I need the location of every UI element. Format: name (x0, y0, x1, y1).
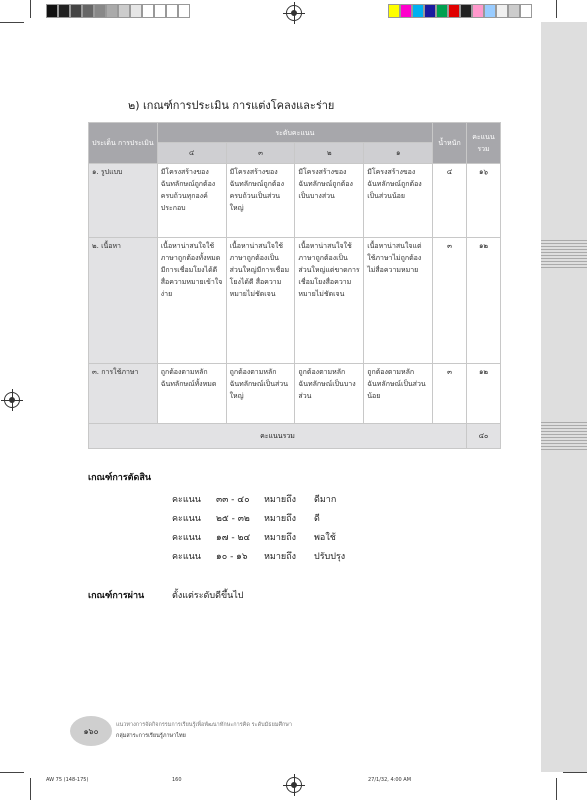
level-cell: มีโครงสร้างของฉันทลักษณ์ถูกต้องครบถ้วนเป็นส่วนใหญ่ (226, 164, 295, 238)
score-range: ๒๕ - ๓๒ (216, 514, 250, 524)
crop-mark (30, 0, 31, 18)
grayscale-bar (46, 4, 190, 18)
level-cell: เนื้อหาน่าสนใจใช้ภาษาถูกต้องเป็นส่วนใหญ่แต่ขาดการเชื่อมโยงสื่อความหมายไม่ชัดเจน (295, 238, 364, 364)
side-tab (541, 22, 587, 772)
registration-mark-icon (4, 392, 20, 408)
crop-mark (556, 0, 557, 18)
criterion-cell: ๑. รูปแบบ (89, 164, 158, 238)
passing-value: ตั้งแต่ระดับดีขึ้นไป (172, 591, 244, 601)
criterion-cell: ๒. เนื้อหา (89, 238, 158, 364)
level-cell: ถูกต้องตามหลักฉันทลักษณ์เป็นส่วนใหญ่ (226, 364, 295, 424)
crop-mark (563, 772, 587, 773)
score-grade: ดี (314, 514, 320, 524)
level-4: ๔ (157, 143, 226, 164)
level-cell: ถูกต้องตามหลักฉันทลักษณ์ทั้งหมด (157, 364, 226, 424)
score-label: คะแนน (172, 495, 201, 505)
level-cell: มีโครงสร้างของฉันทลักษณ์ถูกต้องเป็นบางส่วน (295, 164, 364, 238)
level-cell: ถูกต้องตามหลักฉันทลักษณ์เป็นส่วนน้อย (364, 364, 433, 424)
level-cell: เนื้อหาน่าสนใจใช้ภาษาถูกต้องทั้งหมด มีการเชื่อมโยงได้ดีสื่อความหมายเข้าใจง่าย (157, 238, 226, 364)
level-2: ๒ (295, 143, 364, 164)
score-means: หมายถึง (264, 514, 297, 524)
score-means: หมายถึง (264, 533, 297, 543)
score-label: คะแนน (172, 533, 201, 543)
crop-mark (0, 22, 24, 23)
header-weight: น้ำหนัก (433, 123, 467, 164)
score-range: ๑๐ - ๑๖ (216, 552, 248, 562)
table-row (89, 364, 501, 424)
score-grade: ดีมาก (314, 495, 337, 505)
level-1: ๑ (364, 143, 433, 164)
crop-mark (0, 772, 24, 773)
criterion-cell: ๓. การใช้ภาษา (89, 364, 158, 424)
level-cell: เนื้อหาน่าสนใจใช้ภาษาถูกต้องเป็นส่วนใหญ่มีการเชื่อมโยงได้ดี สื่อความหมายไม่ชัดเจน (226, 238, 295, 364)
level-cell: มีโครงสร้างของฉันทลักษณ์ถูกต้องครบถ้วนทุกองค์ประกอบ (157, 164, 226, 238)
total-cell: ๑๖ (466, 164, 500, 238)
sum-label: คะแนนรวม (89, 424, 467, 449)
passing-title: เกณฑ์การผ่าน (88, 591, 145, 601)
header-criteria: ประเด็น การประเมิน (89, 123, 158, 164)
level-3: ๓ (226, 143, 295, 164)
score-means: หมายถึง (264, 552, 297, 562)
score-means: หมายถึง (264, 495, 297, 505)
weight-cell: ๓ (433, 238, 467, 364)
table-row (89, 238, 501, 364)
rubric-table (88, 122, 501, 449)
level-cell: มีโครงสร้างของฉันทลักษณ์ถูกต้องเป็นส่วนน้อย (364, 164, 433, 238)
side-tab-stripes (541, 420, 587, 450)
color-bar (388, 4, 532, 18)
slug-page: 160 (172, 777, 182, 783)
footer-series-title: แนวทางการจัดกิจกรรมการเรียนรู้เพื่อพัฒนาทักษะการคิด ระดับมัธยมศึกษา (116, 722, 293, 728)
slug-date: 27/1/32, 4:00 AM (368, 777, 412, 783)
section-heading: ๒) เกณฑ์การประเมิน การแต่งโคลงและร่าย (128, 99, 335, 112)
score-label: คะแนน (172, 514, 201, 524)
crop-mark (556, 778, 557, 800)
score-range: ๓๓ - ๔๐ (216, 495, 250, 505)
crop-mark (30, 778, 31, 800)
level-cell: ถูกต้องตามหลักฉันทลักษณ์เป็นบางส่วน (295, 364, 364, 424)
weight-cell: ๔ (433, 164, 467, 238)
side-tab-stripes (541, 238, 587, 268)
total-cell: ๑๒ (466, 238, 500, 364)
page-number: ๑๖๐ (70, 716, 112, 746)
score-grade: ปรับปรุง (314, 552, 346, 562)
sum-row (89, 424, 501, 449)
judging-title: เกณฑ์การตัดสิน (88, 473, 152, 483)
header-levels: ระดับคะแนน (157, 123, 432, 143)
table-row (89, 164, 501, 238)
footer-subject: กลุ่มสาระการเรียนรู้ภาษาไทย (116, 733, 186, 739)
registration-mark-icon (286, 5, 302, 21)
table-header-row (89, 123, 501, 143)
score-grade: พอใช้ (314, 533, 336, 543)
total-cell: ๑๒ (466, 364, 500, 424)
weight-cell: ๓ (433, 364, 467, 424)
score-label: คะแนน (172, 552, 201, 562)
header-total: คะแนน รวม (466, 123, 500, 164)
level-cell: เนื้อหาน่าสนใจแต่ใช้ภาษาไม่ถูกต้องไม่สื่อความหมาย (364, 238, 433, 364)
score-range: ๑๗ - ๒๔ (216, 533, 251, 543)
sum-value: ๔๐ (466, 424, 500, 449)
registration-mark-icon (286, 777, 302, 793)
slug-file: AW 75 (148-175) (46, 777, 89, 783)
